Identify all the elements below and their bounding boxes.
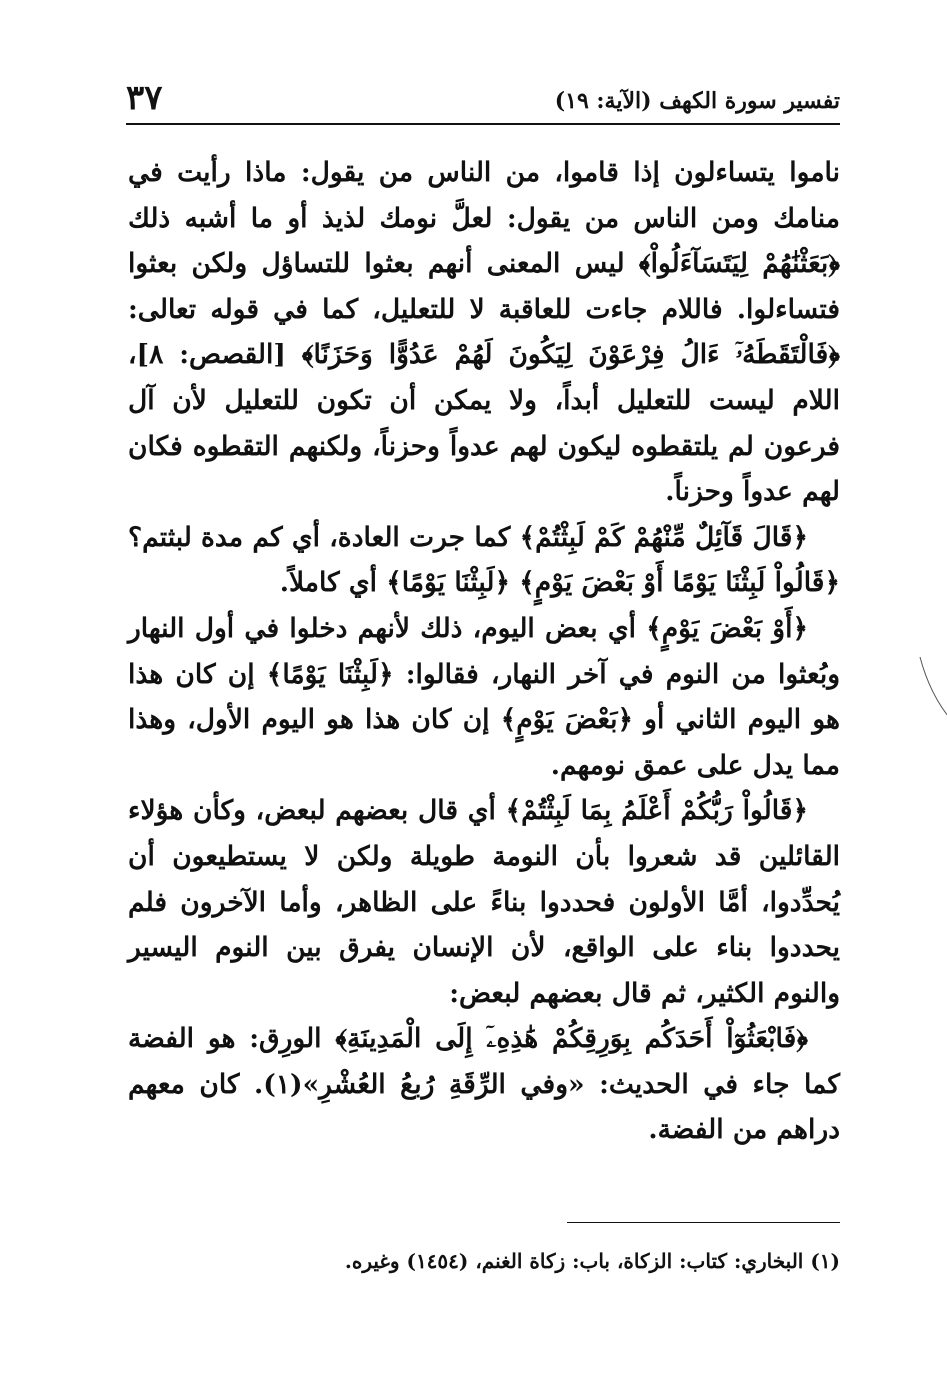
running-title: تفسير سورة الكهف (الآية: ١٩): [554, 88, 840, 114]
page-header: [126, 78, 840, 122]
page-edge-mark: [918, 655, 947, 725]
paragraph: ﴿قَالُواْ رَبُّكُمْ أَعْلَمُ بِمَا لَبِثْتُمْ﴾ أي قال بعضهم لبعض، وكأن هؤلاء القائلين قد شعروا بأن النومة طويلة ولكن لا يستطيعون أن يُحدِّدوا، أمَّا الأولون فحددوا بناءً على الظاهر، وأما الآخرون فلم يحددوا بناء على الواقع، لأن الإنسان يفرق بين النوم اليسير والنوم الكثير، ثم قال بعضهم لبعض:: [128, 795, 840, 1009]
header-rule: [126, 123, 840, 125]
footnote-rule: [567, 1222, 840, 1223]
footnote: (١) البخاري: كتاب: الزكاة، باب: زكاة الغنم، (١٤٥٤) وغيره.: [344, 1249, 840, 1273]
paragraph: ناموا يتساءلون إذا قاموا، من الناس من يقول: ماذا رأيت في منامك ومن الناس من يقول: لعلَّ نومك لذيذ أو ما أشبه ذلك ﴿بَعَثْنَٰهُمْ لِيَتَسَآءَلُواْ﴾ ليس المعنى أنهم بعثوا للتساؤل ولكن بعثوا فتساءلوا. فاللام جاءت للعاقبة لا للتعليل، كما في قوله تعالى: ﴿فَالْتَقَطَهُۥٓ ءَالُ فِرْعَوْنَ لِيَكُونَ لَهُمْ عَدُوًّا وَحَزَنًا﴾ [القصص: ٨]، اللام ليست للتعليل أبداً، ولا يمكن أن تكون للتعليل لأن آل فرعون لم يلتقطوه ليكون لهم عدواً وحزناً، ولكنهم التقطوه فكان لهم عدواً وحزناً.: [128, 157, 840, 508]
body-text: [128, 150, 840, 1153]
paragraph: ﴿قَالَ قَآئِلٌ مِّنْهُمْ كَمْ لَبِثْتُمْ﴾ كما جرت العادة، أي كم مدة لبثتم؟ ﴿قَالُواْ لَبِثْنَا يَوْمًا أَوْ بَعْضَ يَوْمٍ﴾ ﴿لَبِثْنَا يَوْمًا﴾ أي كاملاً.: [128, 521, 840, 599]
paragraph: ﴿أَوْ بَعْضَ يَوْمٍ﴾ أي بعض اليوم، ذلك لأنهم دخلوا في أول النهار وبُعثوا من النوم في آخر النهار، فقالوا: ﴿لَبِثْنَا يَوْمًا﴾ إن كان هذا هو اليوم الثاني أو ﴿بَعْضَ يَوْمٍ﴾ إن كان هذا هو اليوم الأول، وهذا مما يدل على عمق نومهم.: [128, 612, 840, 781]
page-number: ٣٧: [126, 78, 163, 118]
paragraph: ﴿فَابْعَثُوٓاْ أَحَدَكُم بِوَرِقِكُمْ هَٰذِهِۦٓ إِلَى الْمَدِينَةِ﴾ الورِق: هو الفضة كما جاء في الحديث: «وفي الرِّقَةِ رُبعُ العُشْرِ»(١). كان معهم دراهم من الفضة.: [128, 1023, 840, 1146]
